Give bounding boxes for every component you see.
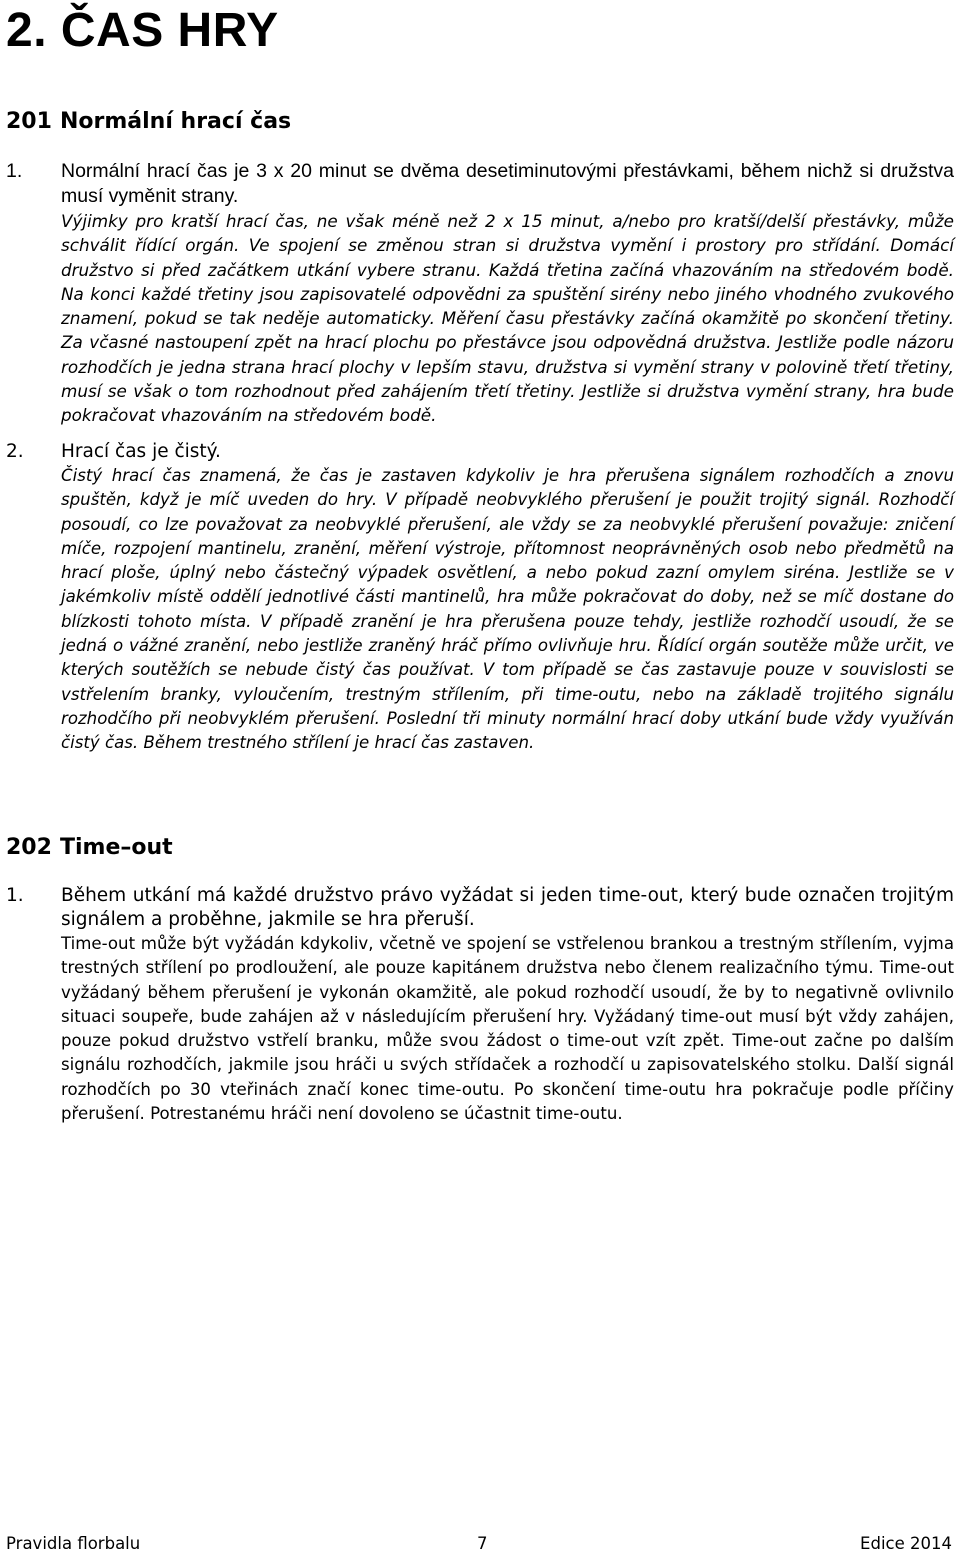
page-footer — [6, 1532, 952, 1556]
rule-commentary-italic: Výjimky pro kratší hrací čas, ne však méně než 2 x 15 minut, a/nebo pro kratší/delší přestávky, může schválit řídící orgán. Ve spojení se změnou stran si družstva vymění i prostory pro střídání. Domácí družstvo si před začátkem utkání vybere stranu. Každá třetina začíná vhazováním na středovém bodě. Na konci každé třetiny jsou zapisovatelé odpovědni za spuštění sirény nebo jiného vhodného zvukového znamení, pokud se tak neděje automaticky. Měření času přestávky začíná okamžitě po skončení třetiny. Za včasné nastoupení zpět na hrací plochu po přestávce jsou odpovědná družstva. Jestliže podle názoru rozhodčích je jedna strana hrací plochy v lepším stavu, družstva si vymění strany v polovině třetí třetiny, musí se však o tom rozhodnout před zahájením třetí třetiny. Jestliže si družstva vymění strany, hra bude pokračovat vhazováním na středovém bodě. — [61, 211, 954, 426]
rule-commentary: Time-out může být vyžádán kdykoliv, včetně ve spojení se vstřelenou brankou a trestným střílením, vyjma trestných střílení po prodloužení, ale pouze kapitánem družstva nebo členem realizačního týmu. Time-out vyžádaný během přerušení je vykonán okamžitě, ale pokud rozhodčí usoudí, že by to negativně ovlivnilo situaci soupeře, bude zahájen až v následujícím přerušení hry. Vyžádaný time-out musí být vždy zahájen, pouze pokud družstvo vstřelí branku, může svou žádost o time-out vzít zpět. Time-out začne po dalším signálu rozhodčích, jakmile jsou hráči u svých střídaček a rozhodčí u zapisovatelského stolku. Další signál rozhodčích po 30 vteřinách značí konec time-outu. Po skončení time-outu hra pokračuje podle příčiny přerušení. Potrestanému hráči není dovoleno se účastnit time-outu. — [61, 934, 954, 1124]
rule-number: 1. — [6, 160, 23, 182]
footer-document-title: Pravidla florbalu — [6, 1534, 141, 1553]
rule-201-1 — [6, 159, 954, 428]
rule-number: 2. — [6, 441, 24, 462]
section-heading-201 — [6, 107, 291, 137]
rule-number: 1. — [6, 885, 24, 906]
rule-commentary-italic: Čistý hrací čas znamená, že čas je zastaven kdykoliv je hra přerušena signálem rozhodčích a znovu spuštěn, když je míč uveden do hry. V případě neobvyklého přerušení je použit trojitý signál. Rozhodčí posoudí, co lze považovat za neobvyklé přerušení, ale vždy se za neobvyklé přerušení považuje: zničení míče, rozpojení mantinelu, zranění, měření výstroje, přítomnost neoprávněných osob nebo předmětů na hrací ploše, úplný nebo částečný výpadek osvětlení, a nebo pokud zazní omylem siréna. Jestliže se v jakémkoliv místě oddělí jednotlivé části mantinelů, hra může pokračovat do doby, než se míč dostane do blízkosti tohoto místa. V případě zranění je hra přerušena pouze tehdy, jestliže rozhodčí usoudí, že se jedná o vážné zranění, nebo jestliže zraněný hráč přímo ovlivňuje hru. Řídící orgán soutěže může určit, ve kterých soutěžích se nebude čistý čas používat. V tom případě se čas zastavuje pouze v souvislosti se vstřelením branky, vyloučením, trestným střílením, při time-outu, nebo na základě trojitého signálu rozhodčího při neobvyklém přerušení. Poslední tři minuty normální hrací doby utkání bude vždy využíván čistý čas. Během trestného střílení je hrací čas zastaven. — [61, 466, 954, 753]
rule-lead-text: Normální hrací čas je 3 x 20 minut se dvěma desetiminutovými přestávkami, během nichž si družstva musí vyměnit strany. — [61, 160, 954, 207]
footer-page-number: 7 — [477, 1534, 488, 1553]
rule-201-2 — [6, 440, 954, 756]
section-heading-202 — [6, 833, 173, 863]
rule-lead-text: Hrací čas je čistý. — [61, 441, 221, 462]
footer-edition: Edice 2014 — [860, 1534, 952, 1553]
section-number: 201 — [6, 109, 52, 134]
rule-lead-text: Během utkání má každé družstvo právo vyžádat si jeden time-out, který bude označen trojitým signálem a proběhne, jakmile se hra přeruší. — [61, 885, 954, 930]
section-number: 202 — [6, 835, 52, 860]
page-title: 2. ČAS HRY — [6, 4, 279, 57]
rule-202-1 — [6, 884, 954, 1126]
section-title: Normální hrací čas — [60, 109, 292, 134]
section-title: Time–out — [60, 835, 173, 860]
